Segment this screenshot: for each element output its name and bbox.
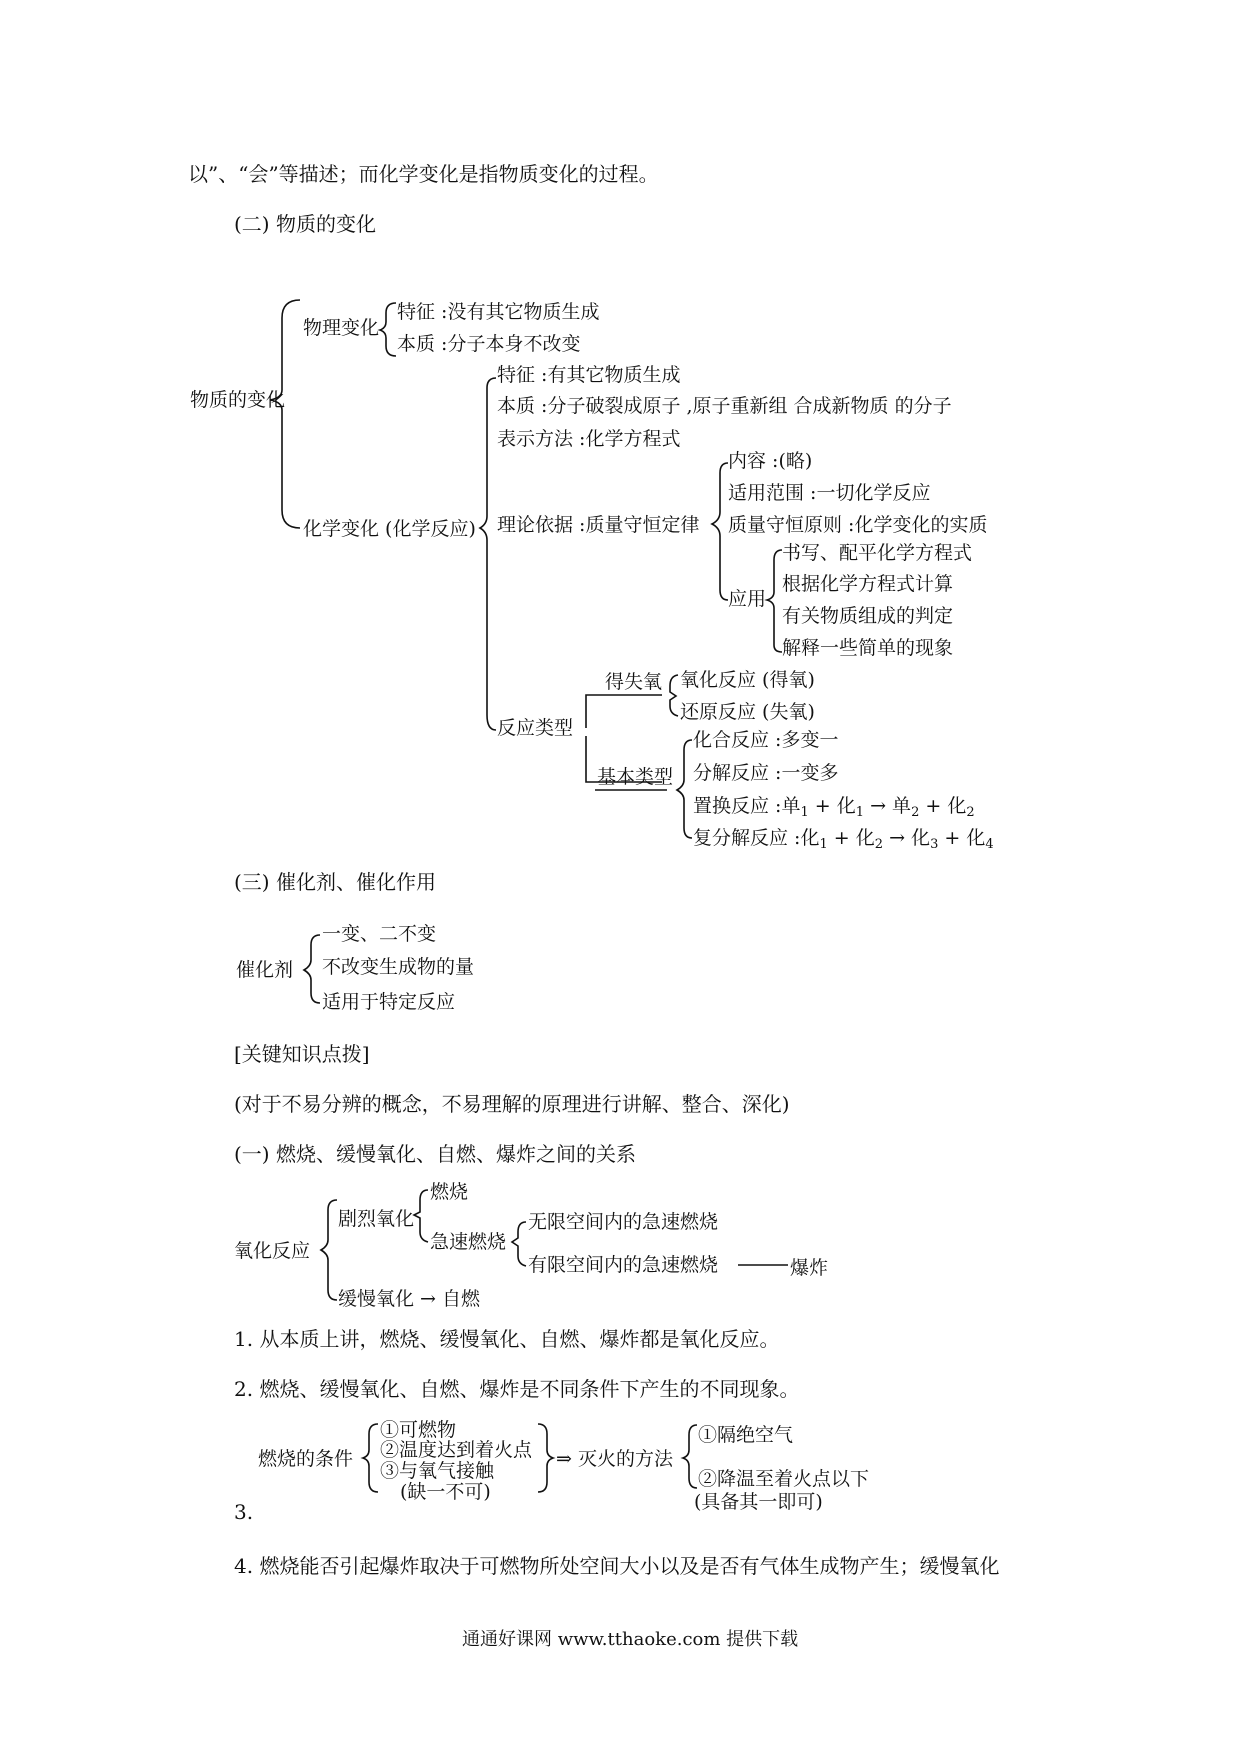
oxygen-gain-loss: 得失氧	[605, 671, 663, 693]
condition-item: ②温度达到着火点	[380, 1439, 533, 1461]
catalyst-brace	[304, 935, 320, 1003]
rapid-burning: 急速燃烧	[430, 1231, 507, 1253]
catalyst-root: 催化剂	[236, 959, 294, 981]
physical-feature: 特征 :没有其它物质生成	[397, 301, 600, 323]
application-label: 应用	[728, 588, 767, 610]
physical-brace	[380, 303, 396, 356]
reaction-branch-up	[586, 695, 662, 728]
explosion: 爆炸	[790, 1257, 829, 1279]
top-line: 以”、“会”等描述；而化学变化是指物质变化的过程。	[188, 162, 659, 186]
chemical-notation: 表示方法 :化学方程式	[497, 428, 681, 450]
point-3: 3.	[234, 1500, 254, 1524]
tree-root: 物质的变化	[190, 389, 286, 411]
key-points-note: (对于不易分辨的概念，不易理解的原理进行讲解、整合、深化)	[234, 1092, 790, 1116]
violent-oxidation: 剧烈氧化	[338, 1208, 415, 1230]
displacement-reaction: 置换反应 :单$_1$ + 化$_1$ → 单$_2$ + 化$_2$	[693, 795, 975, 820]
catalyst-item: 一变、二不变	[322, 923, 437, 945]
physical-change: 物理变化	[303, 317, 380, 339]
application-item: 解释一些简单的现象	[782, 637, 954, 659]
limited-space-burning: 有限空间内的急速燃烧	[528, 1254, 719, 1276]
extinguish-method: ②降温至着火点以下	[698, 1468, 870, 1490]
violent-brace	[414, 1190, 428, 1242]
point-2: 2. 燃烧、缓慢氧化、自燃、爆炸是不同条件下产生的不同现象。	[234, 1377, 800, 1401]
application-item: 有关物质组成的判定	[782, 605, 954, 627]
chemical-brace	[480, 378, 496, 730]
section3-title: (三) 催化剂、催化作用	[234, 870, 436, 894]
conditions-close-brace	[538, 1424, 553, 1492]
combustion-conditions-label: 燃烧的条件	[258, 1448, 354, 1470]
root-brace	[270, 300, 300, 528]
reduction-reaction: 还原反应 (失氧)	[680, 701, 815, 723]
key-points-title: [关键知识点拨]	[234, 1042, 370, 1066]
oxygen-brace	[670, 675, 678, 716]
subsection1-title: (一) 燃烧、缓慢氧化、自燃、爆炸之间的关系	[234, 1142, 636, 1166]
physical-essence: 本质 :分子本身不改变	[397, 333, 581, 355]
unlimited-space-burning: 无限空间内的急速燃烧	[528, 1211, 719, 1233]
missing-note: (缺一不可)	[400, 1481, 491, 1503]
theory-basis: 理论依据 :质量守恒定律	[497, 514, 700, 536]
conditions-brace	[363, 1424, 378, 1492]
chemical-feature: 特征 :有其它物质生成	[497, 364, 681, 386]
basic-brace	[677, 740, 692, 838]
oxidation-root: 氧化反应	[234, 1240, 311, 1262]
methods-brace	[683, 1425, 697, 1488]
decomposition-reaction: 分解反应 :一变多	[693, 762, 839, 784]
law-content: 内容 :(略)	[728, 450, 813, 472]
application-brace	[767, 550, 782, 652]
oxidation-reaction: 氧化反应 (得氧)	[680, 669, 815, 691]
law-scope: 适用范围 :一切化学反应	[728, 482, 931, 504]
combination-reaction: 化合反应 :多变一	[693, 729, 839, 751]
basic-types: 基本类型	[597, 766, 674, 788]
application-item: 根据化学方程式计算	[782, 573, 954, 595]
chemical-change: 化学变化 (化学反应)	[303, 518, 476, 540]
application-item: 书写、配平化学方程式	[782, 542, 973, 564]
chemical-essence: 本质 :分子破裂成原子 ,原子重新组 合成新物质 的分子	[497, 395, 952, 417]
condition-item: ①可燃物	[380, 1419, 457, 1441]
point-4: 4. 燃烧能否引起爆炸取决于可燃物所处空间大小以及是否有气体生成物产生；缓慢氧化	[234, 1554, 1000, 1578]
rapid-brace	[512, 1222, 526, 1266]
oxidation-root-brace	[321, 1200, 337, 1300]
theory-brace	[712, 463, 728, 600]
condition-item: ③与氧气接触	[380, 1460, 495, 1482]
reaction-types: 反应类型	[497, 717, 574, 739]
footer-credit: 通通好课网 www.tthaoke.com 提供下载	[462, 1629, 799, 1650]
point-1: 1. 从本质上讲，燃烧、缓慢氧化、自燃、爆炸都是氧化反应。	[234, 1327, 780, 1351]
law-principle: 质量守恒原则 :化学变化的实质	[728, 514, 988, 536]
slow-oxidation: 缓慢氧化 → 自燃	[338, 1288, 480, 1310]
double-displacement-reaction: 复分解反应 :化$_1$ + 化$_2$ → 化$_3$ + 化$_4$	[693, 827, 994, 852]
burning: 燃烧	[430, 1181, 469, 1203]
extinguish-label: ⇒ 灭火的方法	[556, 1448, 673, 1470]
catalyst-item: 不改变生成物的量	[322, 956, 475, 978]
any-one-note: (具备其一即可)	[694, 1491, 823, 1513]
catalyst-item: 适用于特定反应	[322, 991, 456, 1013]
section2-title: (二) 物质的变化	[234, 212, 376, 236]
extinguish-method: ①隔绝空气	[698, 1424, 794, 1446]
